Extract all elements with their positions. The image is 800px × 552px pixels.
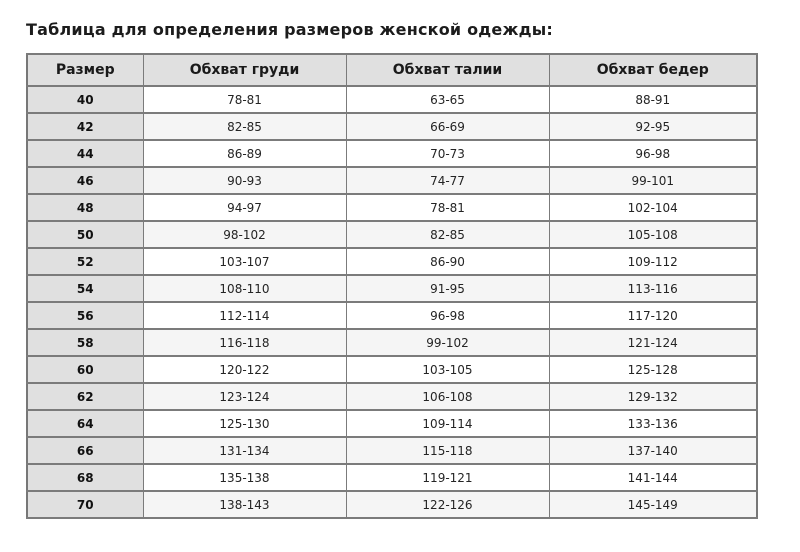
size-cell: 64	[27, 410, 143, 437]
data-cell: 86-89	[143, 140, 346, 167]
data-cell: 90-93	[143, 167, 346, 194]
data-cell: 133-136	[549, 410, 757, 437]
table-row	[27, 383, 757, 410]
size-cell: 70	[27, 491, 143, 518]
size-cell: 48	[27, 194, 143, 221]
size-cell: 52	[27, 248, 143, 275]
data-cell: 82-85	[346, 221, 549, 248]
table-row	[27, 113, 757, 140]
data-cell: 117-120	[549, 302, 757, 329]
data-cell: 70-73	[346, 140, 549, 167]
data-cell: 96-98	[549, 140, 757, 167]
data-cell: 88-91	[549, 86, 757, 113]
data-cell: 105-108	[549, 221, 757, 248]
data-cell: 138-143	[143, 491, 346, 518]
data-cell: 116-118	[143, 329, 346, 356]
data-cell: 78-81	[346, 194, 549, 221]
data-cell: 63-65	[346, 86, 549, 113]
data-cell: 82-85	[143, 113, 346, 140]
data-cell: 109-112	[549, 248, 757, 275]
size-cell: 46	[27, 167, 143, 194]
data-cell: 137-140	[549, 437, 757, 464]
data-cell: 122-126	[346, 491, 549, 518]
column-header-chest: Обхват груди	[143, 54, 346, 86]
data-cell: 74-77	[346, 167, 549, 194]
data-cell: 86-90	[346, 248, 549, 275]
data-cell: 131-134	[143, 437, 346, 464]
table-row	[27, 464, 757, 491]
table-row	[27, 302, 757, 329]
data-cell: 125-130	[143, 410, 346, 437]
table-row	[27, 140, 757, 167]
size-cell: 60	[27, 356, 143, 383]
data-cell: 115-118	[346, 437, 549, 464]
table-row	[27, 86, 757, 113]
data-cell: 94-97	[143, 194, 346, 221]
data-cell: 113-116	[549, 275, 757, 302]
data-cell: 129-132	[549, 383, 757, 410]
sizes-table	[26, 53, 758, 519]
data-cell: 78-81	[143, 86, 346, 113]
table-row	[27, 275, 757, 302]
data-cell: 103-107	[143, 248, 346, 275]
table-row	[27, 356, 757, 383]
data-cell: 125-128	[549, 356, 757, 383]
table-row	[27, 491, 757, 518]
table-row	[27, 437, 757, 464]
size-cell: 66	[27, 437, 143, 464]
size-cell: 42	[27, 113, 143, 140]
data-cell: 66-69	[346, 113, 549, 140]
column-header-waist: Обхват талии	[346, 54, 549, 86]
data-cell: 91-95	[346, 275, 549, 302]
table-row	[27, 410, 757, 437]
data-cell: 108-110	[143, 275, 346, 302]
data-cell: 96-98	[346, 302, 549, 329]
size-cell: 54	[27, 275, 143, 302]
data-cell: 123-124	[143, 383, 346, 410]
column-header-hips: Обхват бедер	[549, 54, 757, 86]
table-row	[27, 167, 757, 194]
data-cell: 103-105	[346, 356, 549, 383]
table-body	[27, 86, 757, 518]
size-cell: 50	[27, 221, 143, 248]
header-row	[27, 54, 757, 86]
data-cell: 106-108	[346, 383, 549, 410]
size-cell: 56	[27, 302, 143, 329]
table-row	[27, 248, 757, 275]
data-cell: 98-102	[143, 221, 346, 248]
size-cell: 62	[27, 383, 143, 410]
table-row	[27, 329, 757, 356]
column-header-size: Размер	[27, 54, 143, 86]
size-cell: 58	[27, 329, 143, 356]
size-cell: 44	[27, 140, 143, 167]
data-cell: 99-102	[346, 329, 549, 356]
table-row	[27, 221, 757, 248]
size-cell: 68	[27, 464, 143, 491]
data-cell: 145-149	[549, 491, 757, 518]
data-cell: 119-121	[346, 464, 549, 491]
page-title: Таблица для определения размеров женской одежды:	[26, 20, 553, 39]
data-cell: 112-114	[143, 302, 346, 329]
data-cell: 99-101	[549, 167, 757, 194]
data-cell: 109-114	[346, 410, 549, 437]
size-cell: 40	[27, 86, 143, 113]
data-cell: 102-104	[549, 194, 757, 221]
table-row	[27, 194, 757, 221]
data-cell: 121-124	[549, 329, 757, 356]
data-cell: 92-95	[549, 113, 757, 140]
data-cell: 141-144	[549, 464, 757, 491]
data-cell: 135-138	[143, 464, 346, 491]
data-cell: 120-122	[143, 356, 346, 383]
